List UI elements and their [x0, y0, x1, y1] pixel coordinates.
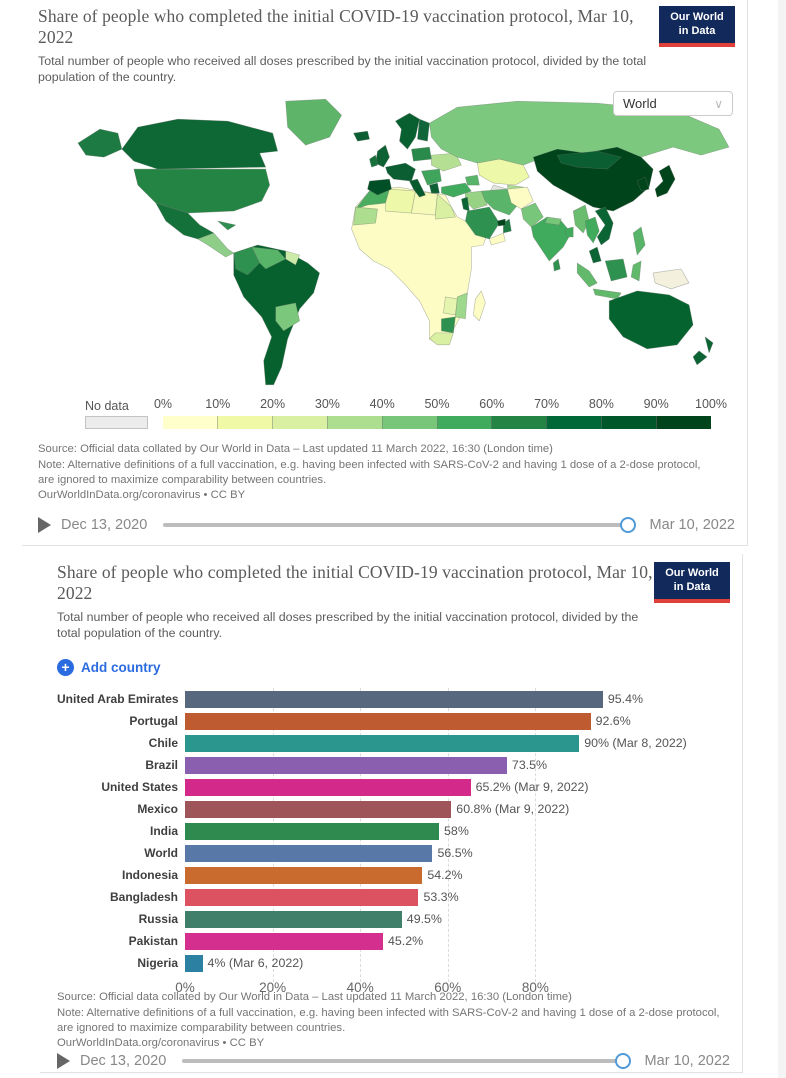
map-region-algeria[interactable]: [386, 190, 416, 214]
owid-logo: [654, 562, 730, 603]
map-region-zambia[interactable]: [443, 297, 457, 315]
bar-value-label: 95.4%: [607, 692, 643, 707]
map-region-sulawesi[interactable]: [631, 261, 641, 281]
bar-category-label: India: [149, 824, 178, 839]
bar-value-label: 45.2%: [387, 934, 424, 949]
bar-category-label: Indonesia: [121, 868, 178, 883]
bar-row-brazil: [57, 754, 730, 776]
owid-logo-line2: in Data: [678, 24, 716, 37]
bar-category-label: World: [144, 846, 178, 861]
chart-subtitle: Total number of people who received all doses prescribed by the initial vaccination protocol, divided by the total population of the country.: [57, 609, 639, 641]
chart-header: [57, 562, 730, 641]
bar-value-label: 56.5%: [437, 846, 473, 861]
map-region-finland[interactable]: [417, 120, 429, 142]
region-dropdown[interactable]: [613, 91, 733, 116]
legend-tick-label: 0%: [153, 397, 173, 412]
owid-logo-line1: Our World: [670, 11, 724, 23]
timeline-track[interactable]: [182, 1059, 628, 1063]
map-region-iceland[interactable]: [354, 132, 370, 142]
x-axis-tick-label: 80%: [521, 980, 549, 996]
map-region-greenland[interactable]: [286, 100, 342, 146]
source-note: [38, 443, 735, 504]
bar[interactable]: [185, 845, 432, 862]
play-icon[interactable]: [38, 517, 51, 533]
source-line: Source: Official data collated by Our World in Data – Last updated 11 March 2022, 16:30 (London time): [38, 443, 553, 456]
legend-tick-label: 80%: [588, 397, 614, 412]
bar[interactable]: [185, 779, 471, 796]
bar-category-label: Portugal: [129, 714, 178, 729]
map-region-mozambique[interactable]: [455, 293, 467, 319]
bar-chart-card: [40, 554, 743, 1073]
source-line: Note: Alternative definitions of a full vaccination, e.g. having been infected with SARS-CoV-2 and having 1 dose of a 2-dose protocol,: [38, 458, 701, 471]
timeline-end-date: Mar 10, 2022: [649, 517, 735, 533]
map-region-malaysia[interactable]: [589, 247, 601, 263]
source-line: OurWorldInData.org/coronavirus • CC BY: [38, 489, 246, 502]
legend-bin-5[interactable]: [437, 416, 492, 429]
legend-bin-0[interactable]: [163, 416, 217, 429]
map-region-caucasus[interactable]: [465, 176, 479, 186]
legend-bin-9[interactable]: [656, 416, 711, 429]
bar-category-label: Bangladesh: [109, 890, 178, 905]
legend-color-strip: [153, 397, 727, 429]
bar[interactable]: [185, 867, 422, 884]
bar-row-portugal: [57, 710, 730, 732]
map-region-australia[interactable]: [609, 291, 693, 349]
timeline-handle[interactable]: [615, 1053, 631, 1069]
chart-title: Share of people who completed the initial COVID-19 vaccination protocol, Mar 10, 2022: [38, 6, 634, 48]
map-region-balkans[interactable]: [421, 170, 441, 186]
source-line: Note: Alternative definitions of a full vaccination, e.g. having been infected with SARS-CoV-2 and having 1 dose of a 2-dose protocol,: [57, 1006, 720, 1019]
bar-category-label: United Arab Emirates: [57, 692, 179, 707]
legend-tick-label: 100%: [695, 397, 727, 412]
source-line: are ignored to maximize comparability between countries.: [57, 1022, 346, 1035]
region-dropdown-value: World: [623, 96, 657, 112]
bar[interactable]: [185, 691, 603, 708]
chart-title: Share of people who completed the initial COVID-19 vaccination protocol, Mar 10, 2022: [57, 562, 653, 604]
map-region-uk[interactable]: [376, 146, 390, 168]
map-region-bangladesh[interactable]: [565, 227, 573, 237]
bar-row-indonesia: [57, 864, 730, 886]
legend-tick-label: 60%: [479, 397, 505, 412]
map-region-alaska[interactable]: [78, 130, 122, 158]
bar-value-label: 92.6%: [595, 714, 631, 729]
map-region-sri-lanka[interactable]: [553, 259, 560, 271]
legend-tick-label: 50%: [424, 397, 450, 412]
bar-row-pakistan: [57, 930, 730, 952]
bar[interactable]: [185, 713, 591, 730]
bar-category-label: Chile: [148, 736, 178, 751]
timeline: [57, 1053, 730, 1071]
owid-logo-line1: Our World: [665, 567, 719, 579]
timeline-end-date: Mar 10, 2022: [644, 1052, 730, 1069]
map-region-borneo[interactable]: [605, 259, 627, 281]
map-region-sumatra[interactable]: [577, 263, 597, 287]
map-region-scandinavia[interactable]: [395, 114, 419, 150]
legend-bin-8[interactable]: [601, 416, 656, 429]
bar-category-label: Pakistan: [128, 934, 178, 949]
x-axis-tick-label: 0%: [175, 980, 195, 996]
map-region-new-zealand[interactable]: [693, 337, 713, 365]
map-region-java[interactable]: [593, 289, 621, 299]
bar[interactable]: [185, 933, 383, 950]
x-axis-tick-label: 20%: [259, 980, 287, 996]
map-region-madagascar[interactable]: [473, 291, 485, 321]
legend-tick-label: 20%: [260, 397, 286, 412]
world-map-svg: [38, 93, 735, 395]
bar[interactable]: [185, 801, 451, 818]
bar-row-russia: [57, 908, 730, 930]
legend-bin-4[interactable]: [382, 416, 437, 429]
bar-category-label: United States: [101, 780, 178, 795]
bar-value-label: 65.2% (Mar 9, 2022): [475, 780, 589, 795]
timeline-handle[interactable]: [620, 517, 636, 533]
add-country-button[interactable]: [57, 659, 730, 676]
source-line: Source: Official data collated by Our World in Data – Last updated 11 March 2022, 16:30 (London time): [57, 991, 572, 1004]
bar-row-nigeria: [57, 952, 730, 974]
legend-bin-3[interactable]: [327, 416, 382, 429]
map-region-mauritania[interactable]: [354, 207, 378, 225]
bar-value-label: 54.2%: [427, 868, 463, 883]
bar-row-mexico: [57, 798, 730, 820]
timeline: [38, 517, 735, 535]
map-chart-card: [22, 0, 748, 546]
owid-logo-line2: in Data: [673, 580, 711, 593]
bar-category-label: Mexico: [137, 802, 178, 817]
bar-row-bangladesh: [57, 886, 730, 908]
plus-icon: +: [57, 659, 74, 676]
bar[interactable]: [185, 823, 439, 840]
map-region-usa[interactable]: [134, 170, 270, 214]
source-line: OurWorldInData.org/coronavirus • CC BY: [57, 1037, 265, 1050]
map-region-greece[interactable]: [429, 184, 439, 194]
x-axis-tick-label: 40%: [346, 980, 374, 996]
legend-tick-label: 70%: [534, 397, 560, 412]
timeline-track[interactable]: [163, 523, 633, 527]
bar-value-label: 58%: [444, 824, 469, 839]
bar[interactable]: [185, 911, 402, 928]
bar-value-label: 73.5%: [511, 758, 548, 773]
map-region-botswana[interactable]: [441, 317, 455, 333]
bar[interactable]: [185, 889, 418, 906]
bar[interactable]: [185, 735, 579, 752]
map-region-baltics[interactable]: [411, 148, 431, 162]
bar-value-label: 90% (Mar 8, 2022): [584, 736, 687, 751]
bar-row-united-states: [57, 776, 730, 798]
legend-bin-7[interactable]: [546, 416, 601, 429]
bar-row-world: [57, 842, 730, 864]
bar-row-united-arab-emirates: [57, 688, 730, 710]
no-data-swatch[interactable]: [85, 416, 148, 429]
bar-value-label: 4% (Mar 6, 2022): [207, 956, 304, 971]
map-region-philippines[interactable]: [633, 227, 645, 255]
map-region-thailand[interactable]: [585, 217, 599, 243]
owid-logo: [659, 6, 735, 47]
world-map: [38, 93, 735, 395]
no-data-label: No data: [85, 399, 129, 414]
bar[interactable]: [185, 955, 203, 972]
legend-tick-label: 90%: [643, 397, 669, 412]
map-region-cuba[interactable]: [218, 221, 236, 230]
bar-plot-area: [57, 688, 730, 974]
bar-value-label: 60.8% (Mar 9, 2022): [456, 802, 570, 817]
chart-subtitle: Total number of people who received all doses prescribed by the initial vaccination protocol, divided by the total population of the country.: [38, 53, 647, 85]
bar-value-label: 53.3%: [423, 890, 459, 905]
legend-bin-1[interactable]: [217, 416, 272, 429]
legend-tick-label: 30%: [314, 397, 340, 412]
legend-tick-label: 40%: [369, 397, 395, 412]
bar-category-label: Brazil: [145, 758, 178, 773]
bar-value-label: 49.5%: [406, 912, 442, 927]
bar-category-label: Nigeria: [137, 956, 178, 971]
bar-row-chile: [57, 732, 730, 754]
chevron-down-icon: ∨: [714, 96, 723, 111]
legend-bin-2[interactable]: [272, 416, 327, 429]
map-region-new-guinea[interactable]: [653, 269, 689, 289]
x-axis-tick-label: 60%: [434, 980, 462, 996]
map-region-canada[interactable]: [122, 120, 278, 170]
bar-category-label: Russia: [138, 912, 178, 927]
map-legend: [85, 397, 735, 429]
play-icon[interactable]: [57, 1053, 70, 1069]
page-right-gutter: [778, 0, 786, 1078]
map-region-west-europe[interactable]: [386, 164, 416, 182]
bar-row-india: [57, 820, 730, 842]
timeline-start-date: Dec 13, 2020: [80, 1052, 167, 1069]
legend-tick-label: 10%: [205, 397, 231, 412]
add-country-label: Add country: [81, 660, 161, 676]
timeline-start-date: Dec 13, 2020: [61, 517, 148, 533]
legend-bin-6[interactable]: [491, 416, 546, 429]
source-note: [57, 991, 730, 1052]
map-region-japan[interactable]: [655, 166, 675, 198]
map-region-gulf[interactable]: [497, 219, 505, 226]
bar[interactable]: [185, 757, 507, 774]
source-line: are ignored to maximize comparability between countries.: [38, 474, 327, 487]
chart-header: [38, 6, 735, 85]
